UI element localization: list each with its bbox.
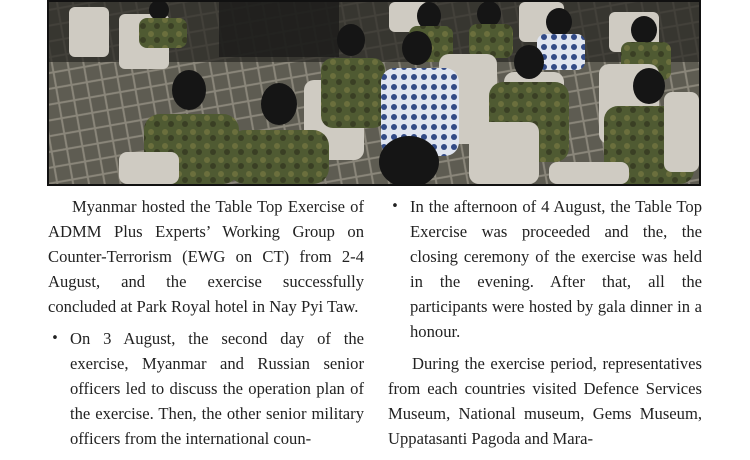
bullet-text-1: On 3 August, the second day of the exercise, Myanmar and Russian senior officers led to discuss the operation plan of the exercise. Then, the other senior military officers from the international coun- (70, 329, 364, 448)
bullet-dot: • (391, 199, 399, 214)
bullet-item-1 (48, 326, 364, 451)
conference-photo (47, 0, 701, 186)
bullet-text-2: In the afternoon of 4 August, the Table Top Exercise was proceeded and the, the closing ceremony of the exercise was held in the evening. After that, all the participants were hosted by gala dinner in a honour. (410, 197, 702, 341)
intro-paragraph: Myanmar hosted the Table Top Exercise of ADMM Plus Experts’ Working Group on Counter-Terrorism (EWG on CT) from 2-4 August, and the exercise successfully concluded at Park Royal hotel in Nay Pyi Taw. (48, 197, 364, 316)
photo-illustration (49, 2, 699, 184)
bullet-dot: • (51, 331, 59, 346)
bullet-item-2 (388, 194, 702, 344)
visit-paragraph: During the exercise period, representatives from each countries visited Defence Services Museum, National museum, Gems Museum, Uppatasanti Pagoda and Mara- (388, 354, 702, 448)
left-text-column (48, 194, 364, 451)
right-text-column (388, 194, 702, 451)
